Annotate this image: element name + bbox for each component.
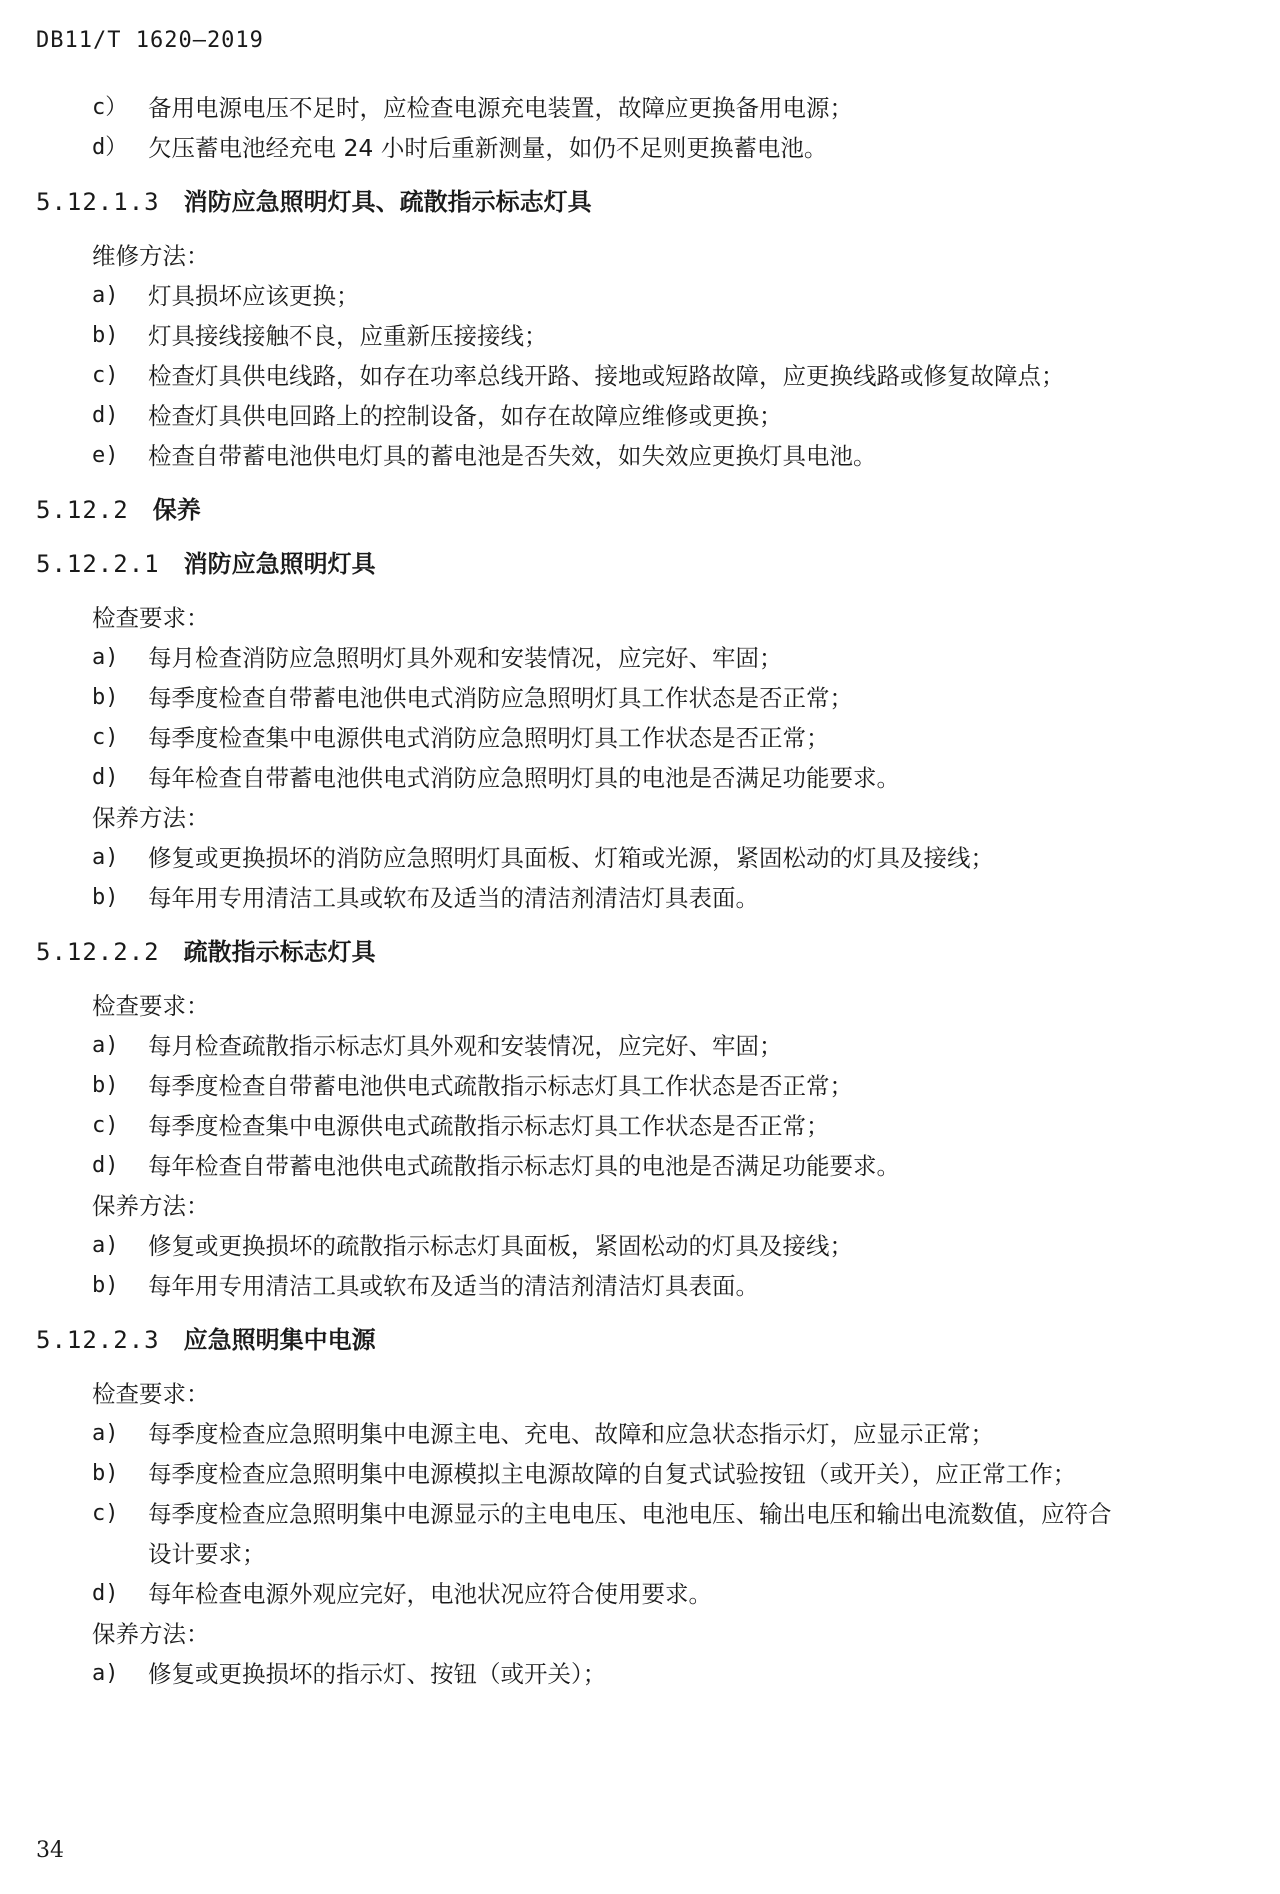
list-item xyxy=(36,1026,1256,1066)
subheading-inspection-requirements: 检查要求： xyxy=(92,604,210,632)
item-label: a) xyxy=(92,283,119,308)
list-item xyxy=(36,1266,1256,1306)
item-label: d) xyxy=(92,403,119,428)
item-label: b) xyxy=(92,1073,119,1098)
subheading-maintenance-method: 保养方法： xyxy=(92,1192,210,1220)
item-label: b) xyxy=(92,885,119,910)
list-item xyxy=(36,838,1256,878)
item-label: a) xyxy=(92,1033,119,1058)
document-body xyxy=(36,88,1256,1694)
item-label: a) xyxy=(92,1233,119,1258)
list-item xyxy=(36,1146,1256,1186)
list-item xyxy=(36,276,1256,316)
list-item xyxy=(36,678,1256,718)
list-item xyxy=(36,1106,1256,1146)
list-item xyxy=(36,1226,1256,1266)
item-text: 每季度检查集中电源供电式疏散指示标志灯具工作状态是否正常； xyxy=(148,1112,830,1140)
document-id: DB11/T 1620—2019 xyxy=(36,28,264,53)
list-item xyxy=(36,758,1256,798)
item-text: 灯具损坏应该更换； xyxy=(148,282,360,310)
list-item xyxy=(36,718,1256,758)
item-label: d） xyxy=(92,135,128,160)
list-item xyxy=(36,396,1256,436)
list-item xyxy=(36,88,1256,128)
subheading-inspection-requirements: 检查要求： xyxy=(92,992,210,1020)
item-text: 每月检查疏散指示标志灯具外观和安装情况，应完好、牢固； xyxy=(148,1032,783,1060)
item-label: e) xyxy=(92,443,119,468)
item-text: 备用电源电压不足时，应检查电源充电装置，故障应更换备用电源； xyxy=(148,94,853,122)
list-item xyxy=(36,436,1256,476)
list-item xyxy=(36,638,1256,678)
section-heading-5-12-2-3 xyxy=(36,1320,1256,1360)
list-item xyxy=(36,878,1256,918)
item-text: 灯具接线接触不良，应重新压接接线； xyxy=(148,322,548,350)
section-title: 保养 xyxy=(152,496,201,524)
item-text: 每年用专用清洁工具或软布及适当的清洁剂清洁灯具表面。 xyxy=(148,884,759,912)
item-text: 每季度检查应急照明集中电源主电、充电、故障和应急状态指示灯，应显示正常； xyxy=(148,1420,994,1448)
page-number: 34 xyxy=(36,1838,64,1863)
section-title: 消防应急照明灯具 xyxy=(183,550,376,578)
item-text: 检查灯具供电线路，如存在功率总线开路、接地或短路故障，应更换线路或修复故障点； xyxy=(148,362,1065,390)
item-label: c) xyxy=(92,725,119,750)
list-item xyxy=(36,1494,1256,1574)
subheading-maintenance-method: 维修方法： xyxy=(92,242,210,270)
item-text: 每年用专用清洁工具或软布及适当的清洁剂清洁灯具表面。 xyxy=(148,1272,759,1300)
section-heading-5-12-2-2 xyxy=(36,932,1256,972)
section-number: 5.12.2.3 xyxy=(36,1326,160,1354)
list-item xyxy=(36,1066,1256,1106)
item-text: 修复或更换损坏的疏散指示标志灯具面板，紧固松动的灯具及接线； xyxy=(148,1232,853,1260)
item-label: c） xyxy=(92,95,128,120)
item-text: 检查自带蓄电池供电灯具的蓄电池是否失效，如失效应更换灯具电池。 xyxy=(148,442,877,470)
item-label: b) xyxy=(92,1461,119,1486)
item-text: 每季度检查应急照明集中电源模拟主电源故障的自复式试验按钮（或开关），应正常工作； xyxy=(148,1460,1077,1488)
item-label: b) xyxy=(92,1273,119,1298)
item-text: 检查灯具供电回路上的控制设备，如存在故障应维修或更换； xyxy=(148,402,783,430)
item-label: a) xyxy=(92,645,119,670)
section-heading-5-12-1-3 xyxy=(36,182,1256,222)
item-text: 欠压蓄电池经充电 24 小时后重新测量，如仍不足则更换蓄电池。 xyxy=(148,134,828,162)
item-label: b) xyxy=(92,323,119,348)
list-item xyxy=(36,128,1256,168)
item-label: d) xyxy=(92,765,119,790)
item-text: 每月检查消防应急照明灯具外观和安装情况，应完好、牢固； xyxy=(148,644,783,672)
subheading-maintenance-method: 保养方法： xyxy=(92,1620,210,1648)
item-label: a) xyxy=(92,845,119,870)
section-number: 5.12.2.1 xyxy=(36,550,160,578)
section-number: 5.12.2 xyxy=(36,496,129,524)
list-item xyxy=(36,1454,1256,1494)
list-item xyxy=(36,356,1256,396)
item-label: c) xyxy=(92,1113,119,1138)
list-item xyxy=(36,1654,1256,1694)
item-text: 每年检查自带蓄电池供电式疏散指示标志灯具的电池是否满足功能要求。 xyxy=(148,1152,900,1180)
item-label: d) xyxy=(92,1153,119,1178)
item-text: 每季度检查集中电源供电式消防应急照明灯具工作状态是否正常； xyxy=(148,724,830,752)
item-label: c) xyxy=(92,1501,119,1526)
item-text: 每季度检查应急照明集中电源显示的主电电压、电池电压、输出电压和输出电流数值，应符合 xyxy=(148,1500,1112,1528)
section-title: 疏散指示标志灯具 xyxy=(183,938,376,966)
item-label: a) xyxy=(92,1661,119,1686)
item-label: d) xyxy=(92,1581,119,1606)
item-text-continued: 设计要求； xyxy=(148,1540,266,1568)
item-label: b) xyxy=(92,685,119,710)
list-item xyxy=(36,316,1256,356)
subheading-maintenance-method: 保养方法： xyxy=(92,804,210,832)
list-item xyxy=(36,1414,1256,1454)
section-number: 5.12.2.2 xyxy=(36,938,160,966)
section-heading-5-12-2 xyxy=(36,490,1256,530)
section-title: 消防应急照明灯具、疏散指示标志灯具 xyxy=(183,188,592,216)
list-item xyxy=(36,1574,1256,1614)
subheading-inspection-requirements: 检查要求： xyxy=(92,1380,210,1408)
item-text: 修复或更换损坏的指示灯、按钮（或开关）； xyxy=(148,1660,607,1688)
item-text: 每年检查电源外观应完好，电池状况应符合使用要求。 xyxy=(148,1580,712,1608)
item-label: c) xyxy=(92,363,119,388)
section-heading-5-12-2-1 xyxy=(36,544,1256,584)
item-text: 每季度检查自带蓄电池供电式疏散指示标志灯具工作状态是否正常； xyxy=(148,1072,853,1100)
item-text: 每年检查自带蓄电池供电式消防应急照明灯具的电池是否满足功能要求。 xyxy=(148,764,900,792)
item-text: 每季度检查自带蓄电池供电式消防应急照明灯具工作状态是否正常； xyxy=(148,684,853,712)
section-number: 5.12.1.3 xyxy=(36,188,160,216)
item-text: 修复或更换损坏的消防应急照明灯具面板、灯箱或光源，紧固松动的灯具及接线； xyxy=(148,844,994,872)
section-title: 应急照明集中电源 xyxy=(183,1326,376,1354)
item-label: a) xyxy=(92,1421,119,1446)
